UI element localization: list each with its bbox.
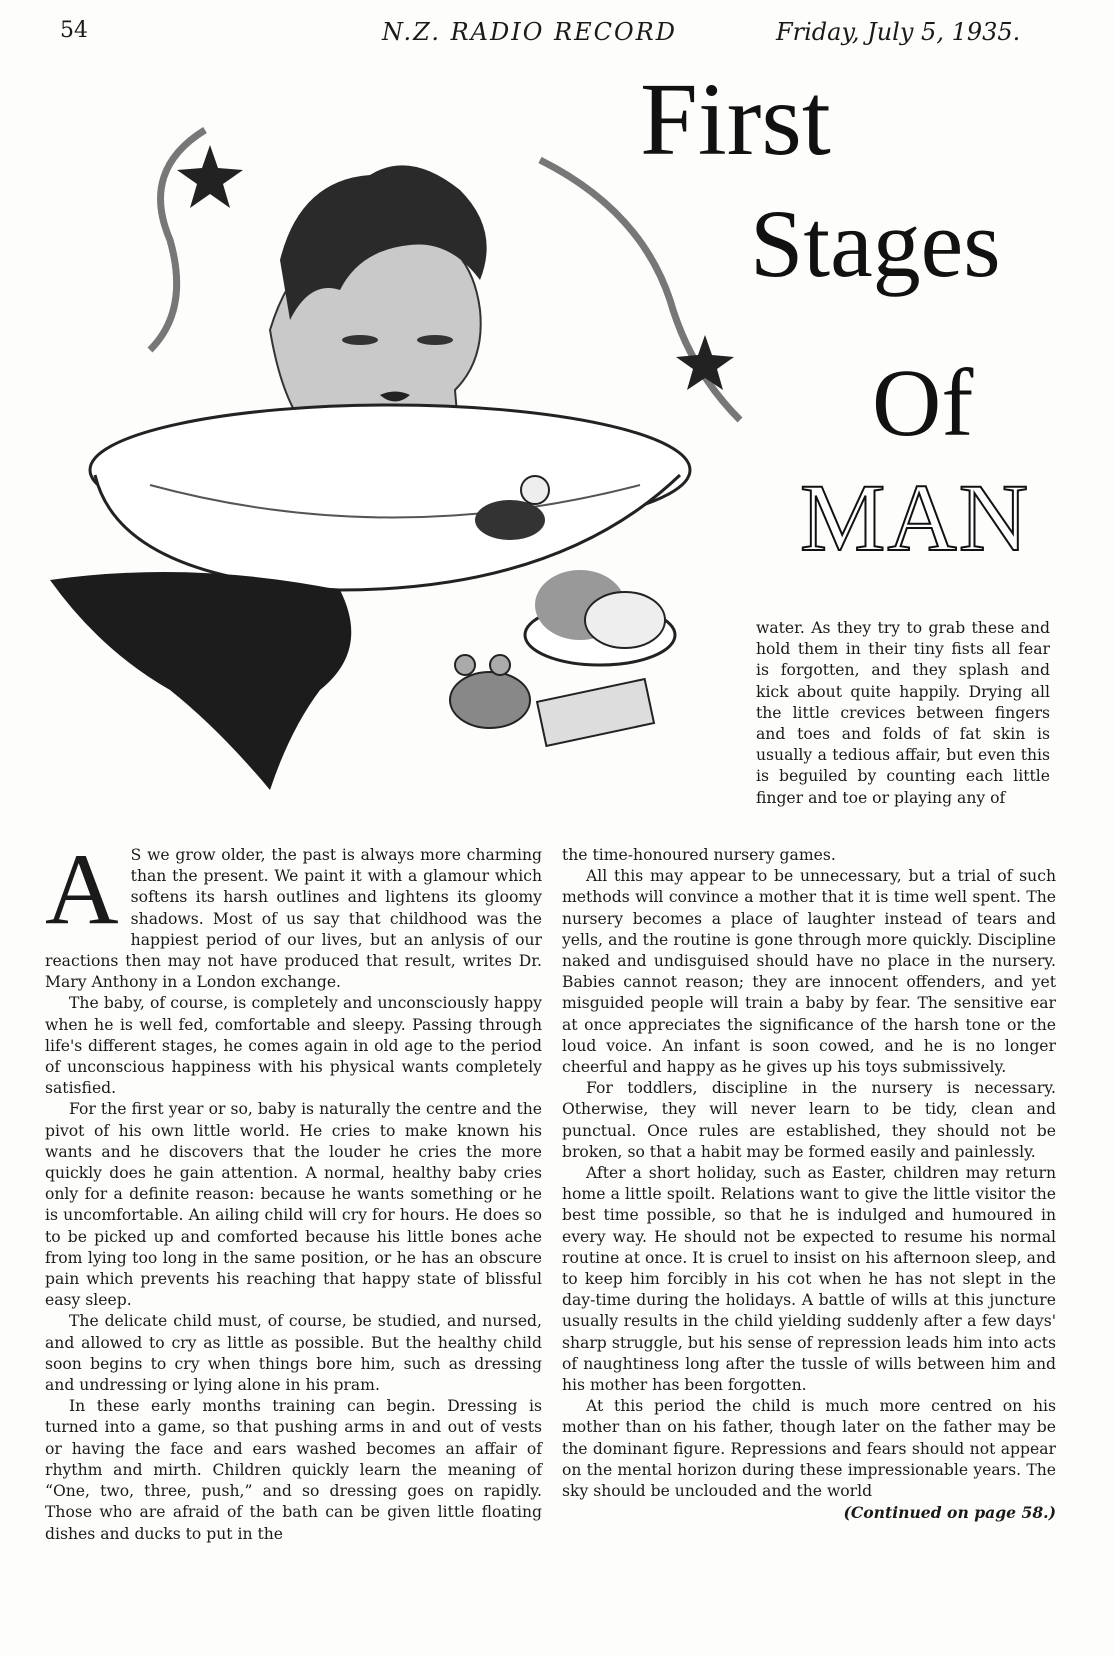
frog-icon	[450, 655, 530, 728]
right-column	[562, 845, 1056, 1524]
continued-note: (Continued on page 58.)	[843, 1503, 1056, 1523]
star-icon	[177, 145, 243, 208]
drop-cap: A	[45, 833, 119, 946]
article-title-line-4: MAN	[800, 464, 1031, 571]
soap-dish-icon	[525, 570, 675, 746]
lead-text: S we grow older, the past is always more charming than the present. We paint it with a glamour which softens its harsh outlines and lightens its gloomy shadows. Most of us say that childhood was the happiest period of our lives, but an anlysis of our reactions then may not have produced that result, writes Dr. Mary Anthony in a London exchange.	[45, 846, 542, 992]
lead-paragraph	[45, 833, 542, 993]
paragraph: the time-honoured nursery games.	[562, 846, 836, 864]
right-upper-column	[756, 618, 1050, 809]
continued-line	[562, 1502, 1056, 1523]
paragraph: For toddlers, discipline in the nursery is necessary. Otherwise, they will never learn to be tidy, clean and punctual. Once rules are established, they should not be broken, so that a habit may be formed easily and painlessly.	[562, 1079, 1056, 1161]
paragraph: For the first year or so, baby is naturally the centre and the pivot of his own little world. He cries to make known his wants and he discovers that the louder he cries the more quickly does he gain attention. A normal, healthy baby cries only for a definite reason: because he wants something or he is uncomfortable. An ailing child will cry for hours. He does so to be picked up and comforted because his little bones ache from lying too long in the same position, or he has an obscure pain which prevents his reaching that happy state of blissful easy sleep.	[45, 1100, 542, 1310]
article-title-line-3: Of	[872, 349, 974, 456]
publication-title: N.Z. RADIO RECORD	[382, 18, 677, 46]
left-column	[45, 833, 542, 1545]
article-title-line-2: Stages	[750, 190, 1001, 297]
tub-shadow	[50, 572, 351, 790]
page-number: 54	[60, 18, 88, 43]
ribbon-left	[150, 130, 205, 350]
issue-date: Friday, July 5, 1935.	[776, 18, 1021, 46]
paragraph: After a short holiday, such as Easter, children may return home a little spoilt. Relations want to give the little visitor the best time possible, so that he is indulged and humoured in every way. He should not be expected to resume his normal routine at once. It is cruel to insist on his afternoon sleep, and to keep him forcibly in his cot when he has not slept in the day-time during the holidays. A battle of wills at this juncture usually results in the child yielding suddenly after a few days' sharp struggle, but his sense of repression leads him into acts of naughtiness long after the tussle of wills between him and his mother has been forgotten.	[562, 1164, 1056, 1395]
article-title-line-1: First	[640, 62, 831, 177]
bathtub	[90, 405, 690, 590]
paragraph: All this may appear to be unnecessary, but a trial of such methods will convince a mother that it is time well spent. The nursery becomes a place of laughter instead of tears and yells, and the routine is gone through more quickly. Discipline naked and undisguised should have no place in the nursery. Babies cannot reason; they are innocent offenders, and yet misguided people will train a baby by fear. The sensitive ear at once appreciates the significance of the harsh tone or the loud voice. An infant is soon cowed, and he is no longer cheerful and happy as he gives up his toys submissively.	[562, 867, 1056, 1077]
paragraph: The delicate child must, of course, be studied, and nursed, and allowed to cry as little as possible. But the healthy child soon begins to cry when things bore him, such as dressing and undressing or lying alone in his pram.	[45, 1312, 542, 1395]
paragraph: In these early months training can begin. Dressing is turned into a game, so that pushing arms in and out of vests or having the face and ears washed becomes an affair of rhythm and mirth. Children quickly learn the meaning of “One, two, three, push,” and so dressing goes on rapidly. Those who are afraid of the bath can be given little floating dishes and ducks to put in the	[45, 1397, 542, 1543]
paragraph: At this period the child is much more centred on his mother than on his father, though later on the father may be the dominant figure. Repressions and fears should not appear on the mental horizon during these impressionable years. The sky should be unclouded and the world	[562, 1397, 1056, 1501]
paragraph: water. As they try to grab these and hold them in their tiny fists all fear is forgotten, and they splash and kick about quite happily. Drying all the little crevices between fingers and toes and folds of fat skin is usually a tedious affair, but even this is beguiled by counting each little finger and toe or playing any of	[756, 619, 1050, 807]
paragraph: The baby, of course, is completely and unconsciously happy when he is well fed, comfortable and sleepy. Passing through life's different stages, he comes again in old age to the period of unconscious happiness with his physical wants completely satisfied.	[45, 994, 542, 1098]
baby-bath-illustration	[40, 90, 800, 850]
